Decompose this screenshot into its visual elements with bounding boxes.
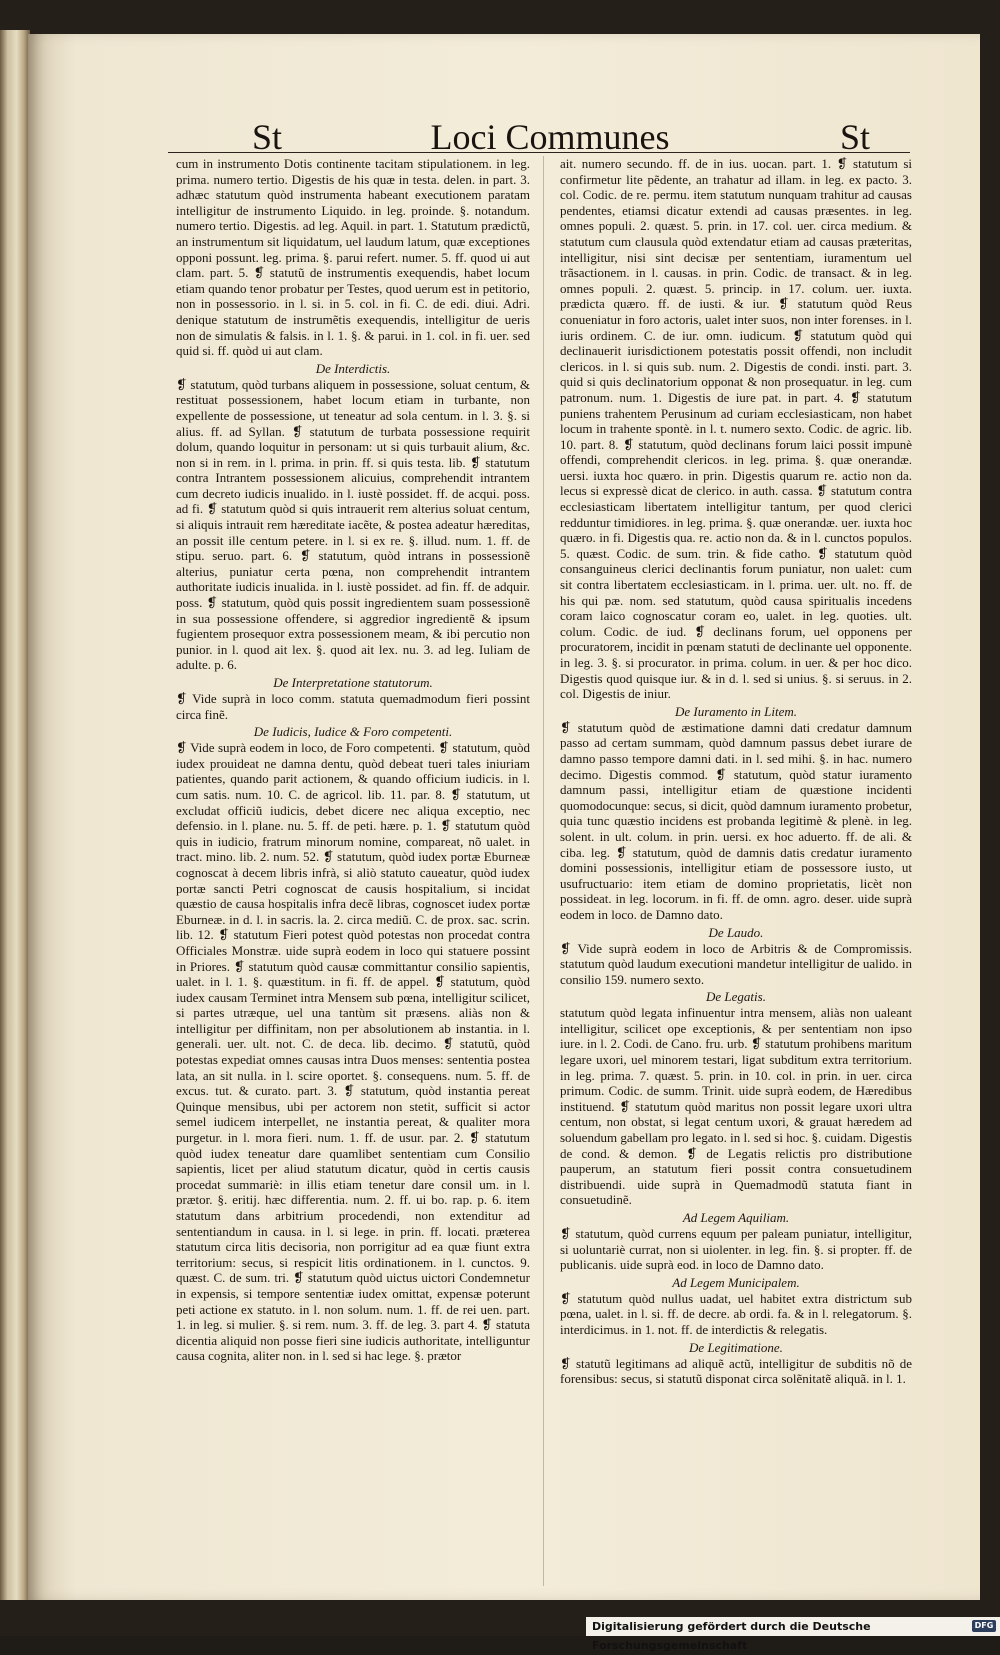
section-heading: De Laudo. <box>708 924 764 940</box>
credit-text: Digitalisierung gefördert durch die Deutsche Forschungsgemeinschaft <box>592 1620 871 1652</box>
text-paragraph: ait. numero secundo. ff. de in ius. uocan. part. 1. ❡ statutum si confirmetur lite pẽdente, an trahatur ad illam. in leg. ex pacto. 3. col. Codic. de re. permu. item statutum nunquam trahitur ad causas pendentes, etiamsi dicatur extendi ad causas præsentes. in leg. omnes populi. 2. quæst. 5. prin. in 17. col. uer. circa medium. & statutum cum clausula quòd extendatur etiam ad causas præteritas, intelligitur, nisi sint decisæ per sententiam, iuramentum uel trãsactionem. in l. causas. in prin. Codic. de transact. & in leg. omnes populi. 2. quæst. 5. princip. in 17. colum. uer. iuxta. prædicta quæro. ff. de iusti. & iur. ❡ statutum quòd Reus conueniatur in foro actoris, ualet inter suos, non inter forenses. in l. iuris ordinem. C. de iur. omn. iudicum. ❡ statutum quòd qui declinauerit iurisdictionem potestatis possit offendi, non includit clericos. in l. si quis sub. num. 2. Digestis de condi. insti. part. 3. quid si quis declinatorium opponat & non prosequatur. in leg. cum patronum. num. 1. Digestis de iure pat. in part. 4. ❡ statutum puniens trahentem Perusinum ad curiam ecclesiasticam, non habet locum in trahente spontè. in l. t. numero sexto. Codic. de agric. lib. 10. part. 8. ❡ statutum, quòd declinans forum laici possit impunè offendi, comprehendit clericos. in leg. prima. §. quæ onerandæ. uersi. iuxta hoc quæro. in prin. Digestis quarum re. actio non da. lecus si expressè dicat de clerico. in auth. cassa. ❡ statutum contra ecclesiasticam libertatem intelligitur tantum, per quod clerici redduntur timidiores. in leg. prima. §. quæ onerandæ. uer. iuxta hoc quæro. in fi. Digestis qua. re. actio non da. & in l. cunctos populos. 5. quæst. Codic. de sum. trin. & fide catho. ❡ statutum quòd consanguineus clerici declinantis forum puniatur, non ualet: cum sit contra libertatem ecclesiasticam. in l. prima. uer. ult. no. ff. de his qui pæ. nom. sed statutum, quòd causa spiritualis incedens coram laico cognoscatur coram eo, ualet. in leg. quoties. ult. colum. Codic. de iud. ❡ declinans forum, uel opponens per procuratorem, incidit in pœnam statuti de declinante uel opponente. in leg. 3. §. si procurator. in prima. colum. in uer. & per hoc dico. Digestis quod quisque iur. & in d. l. sed si unius. §. si seruus. in 2. col. Digestis de iniur. <box>560 156 912 702</box>
section-heading: De Legitimatione. <box>689 1339 783 1355</box>
text-paragraph: ❡ Vide suprà eodem in loco de Arbitris & de Compromissis. statutum quòd laudum executioni mandetur intelligitur de ualido. in consilio 159. numero sexto. <box>560 940 912 987</box>
section-heading: De Iudicis, Iudice & Foro competenti. <box>253 724 453 740</box>
header-rule <box>168 152 910 153</box>
left-text-column <box>176 156 530 1586</box>
right-text-column <box>560 156 912 1586</box>
text-paragraph: ❡ statutum, quòd currens equum per paleam puniatur, intelligitur, si uoluntariè currat, non si uiolenter. in leg. fin. §. si propter. ff. de publicanis. uide suprà eod. in loco de Damno dato. <box>560 1226 912 1273</box>
book-page-edges <box>0 30 30 1600</box>
section-heading: Ad Legem Aquiliam. <box>682 1210 790 1225</box>
dfg-logo: DFG <box>972 1620 996 1632</box>
section-heading: De Legatis. <box>706 989 766 1005</box>
section-heading: De Interdictis. <box>315 360 391 376</box>
header-right-letters: St <box>839 117 870 157</box>
header-left-letters: St <box>252 117 283 157</box>
header-title: Loci Communes <box>430 117 670 157</box>
section-heading: Ad Legem Municipalem. <box>672 1274 800 1290</box>
section-heading: De Interpretatione statutorum. <box>273 675 433 690</box>
text-paragraph: ❡ statutum quòd nullus uadat, uel habitet extra districtum sub pœna, ualet. in l. si. ff. de decre. ab ordi. fa. & in l. relegatorum. §. interdicimus. in 1. not. ff. de interdictis & relegatis. <box>560 1290 912 1337</box>
column-divider <box>543 156 544 1586</box>
text-paragraph: ❡ Vide suprà in loco comm. statuta quemadmodum fieri possint circa finẽ. <box>176 691 530 722</box>
text-paragraph: ❡ statutum, quòd turbans aliquem in possessione, soluat centum, & restituat possessionem, habet locum etiam in turbante, non expellente de possessione, ut teneatur ad sola centum. in l. 3. §. si alius. ff. ad Syllan. ❡ statutum de turbata possessione requirit dolum, quando loquitur in personam: ut si quis turbauit alium, &c. non si in rem. in l. prima. in prin. ff. si quis testa. lib. ❡ statutum contra Intrantem possessionem alicuius, comprehendit intrantem cum decreto iudicis inualido. in l. iustè possidet. ff. de acqui. poss. ad fi. ❡ statutum quòd si quis intrauerit rem alterius soluat centum, si aliquis intrauit rem hæreditate iacẽte, & postea adeatur hæreditas, an possit ille centum petere. in l. si ex re. §. illud. num. 1. ff. de stipu. seruo. part. 6. ❡ statutum, quòd intrans in possessionẽ alterius, puniatur certa pœna, non comprehendit intrantem authoritate iudicis inualida. in l. iustè possidet. ad fin. ff. de adquir. poss. ❡ statutum, quòd quis possit ingredientem suam possessionẽ in sua possessione offendere, si aggredior ingredientẽ & ipsum fugientem prosequor extra possessionem meam, & ibi percutio non punior. in l. quod ait lex. §. quod ait lex. nu. 3. ad leg. Iuliam de adulte. p. 6. <box>176 376 530 673</box>
text-paragraph: ❡ Vide suprà eodem in loco, de Foro competenti. ❡ statutum, quòd iudex prouideat ne damna dentu, quòd debeat tueri tales iniuriam patientes, quando parit actionem, & quando officium iudicis. in l. cum satis. num. 10. C. de agricol. lib. 11. par. 8. ❡ statutum, ut excludat officiũ iudicis, debet dicere nec aliqua exceptio, nec defensio. in l. plane. nu. 5. ff. de peti. hære. p. 1. ❡ statutum quòd quis in iudicio, fratrum minorum nomine, compareat, nõ ualet. in tract. mino. lib. 2. num. 52. ❡ statutum, quòd iudex portæ Eburneæ cognoscat à decem libris infrà, si aliò statuto caueatur, quòd iudex portæ sancti Petri cognoscat de causis hospitalium, si incidat quæstio de causa hospitalis infra decẽ libras, cognoscet iudex portæ Eburneæ. in d. l. in sacris. la. 2. circa mediũ. C. de prox. sac. scrin. lib. 12. ❡ statutum Fieri potest quòd potestas non procedat contra Officiales Monstræ. uide suprà eodem in loco qui statuere possint in Priores. ❡ statutum quòd causæ committantur consilio sapientis, ualet. in l. 1. §. quæstitum. in fi. ff. de appel. ❡ statutum, quòd iudex causam Terminet intra Mensem sub pœna, intelligitur scilicet, si partes utræque, uel una tantùm sit præsens. aliàs non & intelligitur per diffinitam, non per absolutionem ab instantia. in l. generali. uer. ult. not. C. de deca. lib. decimo. ❡ statutũ, quòd potestas expediat omnes causas intra Duos menses: sententia postea lata, an sit nulla. in l. scire oportet. §. consequens. num. 5. ff. de excus. tut. & curato. part. 3. ❡ statutum, quòd instantia pereat Quinque mensibus, ubi per actorem non stetit, sufficit si actor semel iudicem interpellet, ne instantia pereat, & qualiter mora purgetur. in l. mora fieri. num. 1. ff. de usur. par. 2. ❡ statutum quòd iudex teneatur dare quamlibet sententiam cum Consilio sapientis, licet per aliud statutum dicatur, quòd in certis causis procedat summariè: in illis etiam tenetur dare consil um. in l. prætor. §. eritij. hæc differentia. num. 2. ff. ui bo. rap. p. 6. item statutum dans arbitrium procedendi, non extenditur ad sententiandum in causa. in l. si lege. in prin. ff. locati. præterea statutum circa litis decisoria, non porrigitur ad ea quæ fiunt extra territorium: secus, si respicit litis ordinationem. in l. cunctos. 9. quæst. C. de sum. tri. ❡ statutum quòd uictus uictori Condemnetur in expensis, si tempore sententiæ iudex omittat, expensæ poterunt peti actione ex statuto. in l. non solum. num. 1. ff. de rei uen. part. 1. in leg. si mulier. §. si rem. num. 3. ff. de leg. 3. part 4. ❡ statuta dicentia aliquid non posse fieri sine iudicis authoritate, intelliguntur causa cognita, aliter non. in l. sed si hac lege. §. prætor <box>176 740 530 1364</box>
text-paragraph: cum in instrumento Dotis continente tacitam stipulationem. in leg. prima. numero tertio. Digestis de his quæ in testa. delen. in part. 3. adhæc statutum quòd instrumenta habeant executionem paratam intelligitur de instrumento Liquido. in leg. proinde. §. notandum. numero tertio. Digestis. ad leg. Aquil. in part. 1. Statutum prædictũ, an instrumentum sit liquidatum, uel laudum latum, quæ exceptiones opponi possunt. leg. prima. §. parui refert. numer. 5. ff. quod ui aut clam. part. 5. ❡ statutũ de instrumentis exequendis, habet locum etiam quando tenor probatur per Testes, quod uerum est in petitorio, non in possessorio. in l. si. in 5. col. in fi. C. de edi. diui. Adri. denique statutum de instrumẽtis exequendis, intelligitur de ueris non de simulatis & falsis. in l. 1. §. & parui. in 1. col. in fi. uer. sed quid si. ff. quòd ui aut clam. <box>176 156 530 359</box>
text-paragraph: statutum quòd legata infinuentur intra mensem, aliàs non ualeant intelligitur, scilicet ope exceptionis, & per sententiam non ipso iure. in l. 2. Codi. de Cano. fru. urb. ❡ statutum prohibens maritum legare uxori, uel minorem testari, ligat subditum extra territorium. in leg. prima. 7. quæst. 5. prin. in 10. col. in prin. in uer. circa primum. Codic. de summ. Trinit. uide suprà eodem, de Hæredibus instituend. ❡ statutum quòd maritus non possit legare uxori ultra centum, non obstat, si legat centum uxori, & grauat hæredem ad soluendum gabellam pro legato. in l. sed si hoc. §. cuidam. Digestis de cond. & demon. ❡ de Legatis relictis pro distributione pauperum, an statutum fieri possit contra consuetudinem distribuendi. uide suprà in Quemadmodũ statuta fiant in consuetudinẽ. <box>560 1005 912 1208</box>
text-paragraph: ❡ statutum quòd de æstimatione damni dati credatur damnum passo ad certam summam, quòd damnum passus debet iurare de damno passo tempore damni dati. in l. sed mihi. §. in hac. numero decimo. Digestis commod. ❡ statutum, quòd statur iuramento damnum passi, intelligitur etiam de quæstione incidenti quomodocunque: secus, si dicit, quòd damnum iuramento probetur, quia tunc quæstio incidens est probanda legitimè & plenè. in leg. solent. in ult. colum. in prin. uersi. ex hoc aduerto. ff. de ali. & ciba. leg. ❡ statutum, quòd de damnis datis credatur iuramento domini possessionis, intelligitur etiam de possessore iusto, ut usufructuario: item etiam de domino proprietatis, licèt non possideat. in leg. locorum. in fi. ff. de omn. agro. deser. uide suprà eodem in loco. de Damno dato. <box>560 719 912 922</box>
section-heading: De Iuramento in Litem. <box>674 703 798 719</box>
digitization-credit <box>586 1617 1000 1652</box>
text-paragraph: ❡ statutũ legitimans ad aliquẽ actũ, intelligitur de subditis nõ de forensibus: secus, si statutũ disponat circa solẽnitatẽ aliquã. in l. 1. <box>560 1355 912 1387</box>
